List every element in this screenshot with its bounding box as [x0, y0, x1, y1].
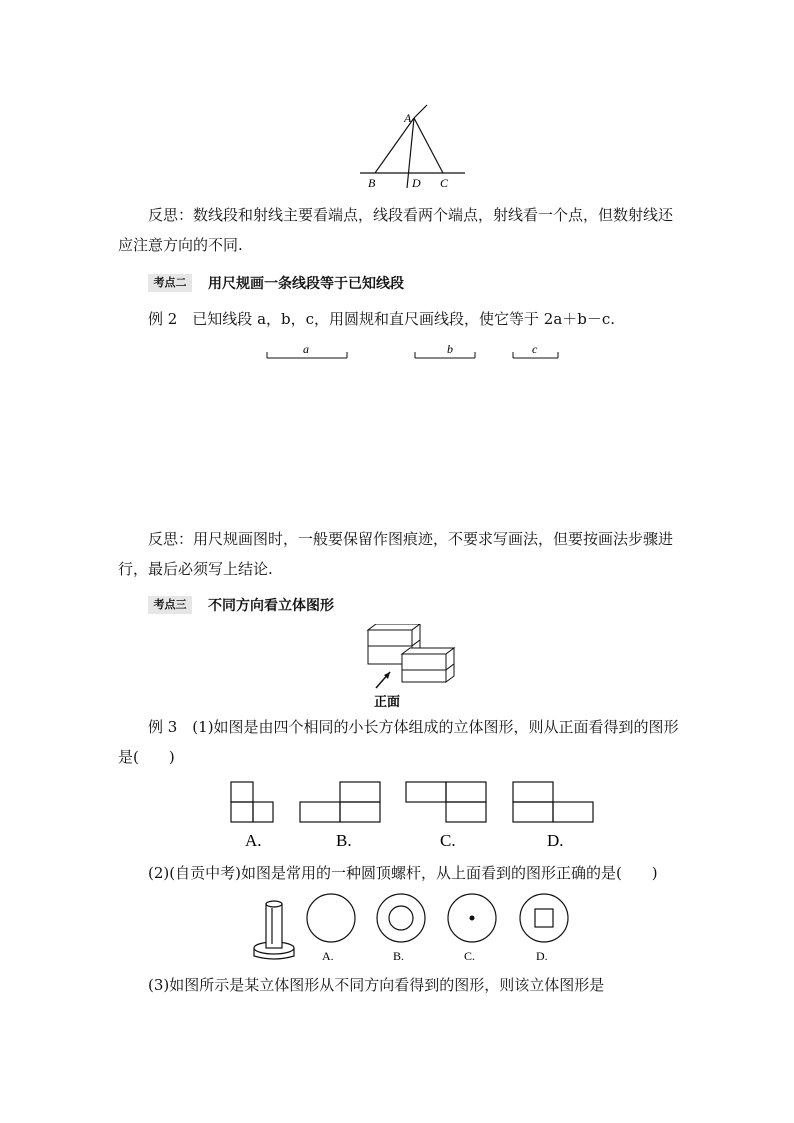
given-segments: [262, 340, 562, 364]
option-d-label: D.: [547, 831, 564, 850]
figure-triangle: [355, 100, 475, 195]
example-3-part-1: 例 3 (1)如图是由四个相同的小长方体组成的立体图形，则从正面看得到的图形是( ): [118, 718, 679, 766]
label-d: D: [412, 176, 421, 190]
segment-c-label: c: [532, 342, 538, 356]
reflection-1: 反思：数线段和射线主要看端点，线段看两个端点，射线看一个点，但数射线还应注意方向的不同.: [118, 206, 674, 254]
section-tag-3: 考点三: [148, 596, 192, 614]
front-label: 正面: [374, 695, 401, 710]
option-d-figure: [513, 782, 593, 822]
option-a-circle: [307, 894, 355, 942]
option-a-figure: [231, 782, 273, 822]
example-3-part-3: (3)如图所示是某立体图形从不同方向看得到的图形，则该立体图形是: [148, 976, 605, 994]
option-c-figure: [406, 782, 486, 822]
option-c-label-2: C.: [464, 949, 476, 963]
option-a-label-2: A.: [322, 949, 334, 963]
screw-figure: [254, 901, 294, 959]
label-c: C: [440, 176, 449, 190]
segment-a-label: a: [303, 342, 309, 356]
option-b-figure: [300, 782, 380, 822]
segment-b-label: b: [447, 342, 453, 356]
option-d-label-2: D.: [536, 949, 548, 963]
section-title-2: 用尺规画一条线段等于已知线段: [208, 276, 404, 292]
option-b-label-2: B.: [393, 949, 405, 963]
segment-b: [415, 352, 475, 358]
solid-figure: [360, 624, 464, 712]
reflection-2: 反思：用尺规画图时，一般要保留作图痕迹，不要求写画法，但要按画法步骤进行，最后必须写上结论.: [118, 530, 674, 578]
option-b-label: B.: [336, 831, 352, 850]
part1-options: [225, 778, 605, 854]
option-c-dot: [470, 916, 475, 921]
label-a: A: [404, 111, 412, 125]
label-b: B: [368, 176, 376, 190]
section-title-3: 不同方向看立体图形: [208, 598, 334, 614]
example-3-part-2: (2)(自贡中考)如图是常用的一种圆顶螺杆，从上面看到的图形正确的是( ): [148, 864, 658, 882]
option-b-inner-circle: [389, 906, 413, 930]
section-tag-2: 考点二: [148, 274, 192, 292]
option-c-label: C.: [440, 831, 456, 850]
example-2-text: 例 2 已知线段 a，b，c，用圆规和直尺画线段，使它等于 2a＋b－c.: [148, 310, 616, 328]
option-a-label: A.: [245, 831, 262, 850]
part2-figures: [250, 892, 580, 968]
option-d-square: [535, 909, 553, 927]
